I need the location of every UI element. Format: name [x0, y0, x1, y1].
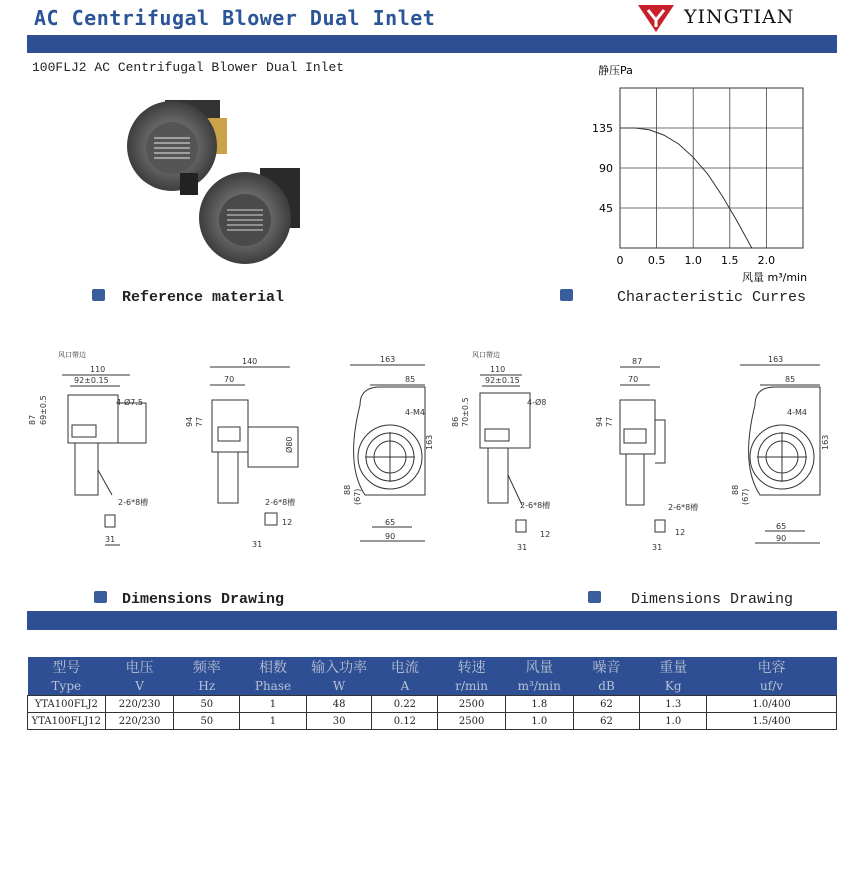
svg-text:163: 163 [821, 434, 830, 450]
column-header: 重量 [640, 657, 707, 677]
column-unit: Kg [640, 677, 707, 696]
svg-text:2-6*8槽: 2-6*8槽 [668, 503, 699, 512]
svg-text:69±0.5: 69±0.5 [39, 395, 48, 425]
column-unit: Hz [174, 677, 240, 696]
svg-text:90: 90 [776, 534, 787, 543]
svg-text:65: 65 [776, 522, 787, 531]
svg-text:86: 86 [451, 416, 460, 427]
column-unit: W [306, 677, 372, 696]
table-cell: 1.0/400 [707, 696, 837, 713]
table-cell: 1.3 [640, 696, 707, 713]
bullet-icon [92, 289, 105, 301]
table-cell: 2500 [438, 713, 505, 730]
column-header: 相数 [240, 657, 307, 677]
chart-xtick-label: 2.0 [757, 254, 776, 267]
column-header: 频率 [174, 657, 240, 677]
svg-text:110: 110 [490, 365, 506, 374]
svg-text:87: 87 [632, 357, 643, 366]
svg-text:90: 90 [385, 532, 396, 541]
svg-text:Ø80: Ø80 [285, 436, 294, 453]
svg-text:163: 163 [768, 355, 784, 364]
table-cell: 50 [174, 713, 240, 730]
bullet-icon [94, 591, 107, 603]
column-unit: Phase [240, 677, 307, 696]
svg-text:(67): (67) [741, 488, 750, 505]
table-cell: 48 [306, 696, 372, 713]
table-cell: 1 [240, 713, 307, 730]
drawing-right-side [451, 350, 550, 552]
table-cell: 50 [174, 696, 240, 713]
column-header: 电压 [105, 657, 174, 677]
column-unit: V [105, 677, 174, 696]
table-cell: 1.5/400 [707, 713, 837, 730]
column-header: 型号 [28, 657, 106, 677]
chart-xtick-label: 1.0 [684, 254, 702, 267]
svg-text:70: 70 [628, 375, 639, 384]
column-header: 转速 [438, 657, 505, 677]
table-cell: YTA100FLJ12 [28, 713, 106, 730]
chart-xtick-label: 0 [616, 254, 624, 267]
characteristic-chart [580, 58, 830, 288]
table-row [28, 696, 837, 713]
chart-xtick-label: 0.5 [647, 254, 666, 267]
svg-text:65: 65 [385, 518, 396, 527]
svg-text:4-Ø7.5: 4-Ø7.5 [116, 398, 143, 407]
svg-text:12: 12 [282, 518, 293, 527]
table-cell: 220/230 [105, 713, 174, 730]
svg-text:4-Ø8: 4-Ø8 [527, 398, 547, 407]
brand-name: YINGTIAN [684, 6, 795, 28]
svg-text:77: 77 [195, 416, 204, 427]
svg-text:31: 31 [652, 543, 663, 552]
column-header: 输入功率 [306, 657, 372, 677]
dimension-drawings [20, 345, 840, 560]
svg-text:12: 12 [675, 528, 686, 537]
chart-ylabel: 静压Pa [598, 64, 633, 77]
brand-logo-icon [636, 2, 676, 34]
svg-text:31: 31 [517, 543, 528, 552]
svg-text:4-M4: 4-M4 [405, 408, 425, 417]
drawing-right-volute [731, 355, 830, 543]
svg-text:92±0.15: 92±0.15 [74, 376, 109, 385]
table-cell: 220/230 [105, 696, 174, 713]
drawing-left-front [185, 357, 298, 549]
column-header: 电流 [372, 657, 438, 677]
svg-text:风口帶边: 风口帶边 [472, 351, 500, 359]
section-dimensions-left: Dimensions Drawing [122, 591, 285, 608]
chart-ytick-label: 135 [592, 122, 613, 135]
section-dimensions-right: Dimensions Drawing [631, 591, 794, 608]
spec-table [27, 657, 837, 730]
svg-text:163: 163 [425, 434, 434, 450]
table-cell: 0.22 [372, 696, 438, 713]
column-header: 电容 [707, 657, 837, 677]
table-cell: 1.8 [505, 696, 573, 713]
svg-text:31: 31 [105, 535, 116, 544]
table-cell: YTA100FLJ2 [28, 696, 106, 713]
svg-text:88: 88 [343, 484, 352, 495]
svg-text:风口帶边: 风口帶边 [58, 351, 86, 359]
bullet-icon [560, 289, 573, 301]
column-unit: m³/min [505, 677, 573, 696]
bullet-icon [588, 591, 601, 603]
table-cell: 1.0 [640, 713, 707, 730]
table-cell: 2500 [438, 696, 505, 713]
header-bar [27, 35, 837, 53]
svg-text:94: 94 [185, 416, 194, 427]
chart-xtick-label: 1.5 [721, 254, 739, 267]
column-unit: uf/v [707, 677, 837, 696]
svg-text:88: 88 [731, 484, 740, 495]
column-unit: r/min [438, 677, 505, 696]
svg-text:70: 70 [224, 375, 235, 384]
section-reference: Reference material [122, 289, 285, 306]
chart-xlabel: 风量 m³/min [742, 271, 808, 284]
page-title: AC Centrifugal Blower Dual Inlet [34, 6, 436, 30]
svg-text:12: 12 [540, 530, 551, 539]
table-row [28, 713, 837, 730]
table-header-cn [28, 657, 837, 677]
product-photo [110, 88, 310, 278]
column-unit: Type [28, 677, 106, 696]
svg-text:163: 163 [380, 355, 396, 364]
section-characteristic: Characteristic Curres [617, 289, 807, 306]
table-cell: 62 [573, 713, 640, 730]
column-header: 噪音 [573, 657, 640, 677]
table-cell: 1.0 [505, 713, 573, 730]
svg-text:140: 140 [242, 357, 258, 366]
svg-text:2-6*8槽: 2-6*8槽 [520, 501, 551, 510]
svg-text:2-6*8槽: 2-6*8槽 [118, 498, 149, 507]
svg-text:110: 110 [90, 365, 106, 374]
drawing-left-side [28, 350, 148, 545]
svg-text:2-6*8槽: 2-6*8槽 [265, 498, 296, 507]
chart-ytick-label: 90 [599, 162, 613, 175]
svg-text:85: 85 [785, 375, 796, 384]
svg-text:87: 87 [28, 414, 37, 425]
table-cell: 0.12 [372, 713, 438, 730]
svg-text:(67): (67) [353, 488, 362, 505]
chart-series-line [620, 128, 752, 248]
drawing-right-front [595, 357, 698, 552]
svg-text:70±0.5: 70±0.5 [461, 397, 470, 427]
drawing-left-volute [343, 355, 434, 541]
column-unit: A [372, 677, 438, 696]
table-header-en [28, 677, 837, 696]
svg-text:92±0.15: 92±0.15 [485, 376, 520, 385]
svg-text:94: 94 [595, 416, 604, 427]
column-header: 风量 [505, 657, 573, 677]
divider-bar [27, 611, 837, 630]
column-unit: dB [573, 677, 640, 696]
svg-text:31: 31 [252, 540, 263, 549]
svg-text:4-M4: 4-M4 [787, 408, 807, 417]
table-cell: 62 [573, 696, 640, 713]
product-subtitle: 100FLJ2 AC Centrifugal Blower Dual Inlet [32, 60, 345, 75]
table-cell: 30 [306, 713, 372, 730]
svg-text:85: 85 [405, 375, 416, 384]
table-cell: 1 [240, 696, 307, 713]
svg-text:77: 77 [605, 416, 614, 427]
chart-ytick-label: 45 [599, 202, 613, 215]
